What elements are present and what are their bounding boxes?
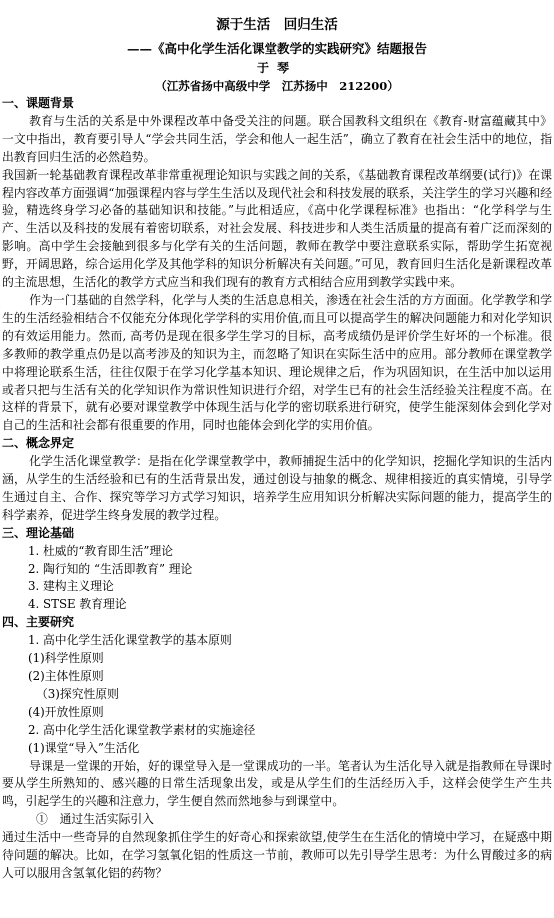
document-subtitle: ——《高中化学生活化课堂教学的实践研究》结题报告 xyxy=(126,41,427,56)
section-heading-theory: 三、理论基础 xyxy=(2,525,75,540)
list-item: (1)科学性原则 xyxy=(28,651,104,666)
list-item: (4)开放性原则 xyxy=(28,704,104,719)
list-item: （3)探究性原则 xyxy=(36,686,119,701)
section-heading-research: 四、主要研究 xyxy=(2,615,75,630)
author-name: 于琴 xyxy=(256,61,297,75)
paragraph: 通过生活中一些奇异的自然现象抓住学生的好奇心和探索欲望,使学生在生活化的情境中学习，在疑惑中期待问题的解决。比如，在学习氢氧化铝的性质这一节前，教师可以先引导学生思考：为什么胃酸过多的病人可以服用含氢氧化铝的药物？ xyxy=(2,830,552,880)
list-item: (1)课堂“导入”生活化 xyxy=(28,740,140,755)
paragraph: 作为一门基础的自然学科，化学与人类的生活息息相关，渗透在社会生活的方方面面。化学教学和学生的生活经验相结合不仅能充分体现化学学科的实用价值,而且可以提高学生的解决问题能力和对化学知识的有效运用能力。然而, 高考仍是现在很多学生学习的目标，高考成绩仍是评价学生好坏的一个标准。很多教师的教学重点仍是以高考涉及的知识为主，而忽略了知识在实际生活中的应用。部分教师在课堂教学中将理论联系生活，往往仅限于在学习化学基本知识、理论规律之后，作为巩固知识，在生活中加以运用或者只把与生活有关的化学知识作为常识性知识进行介绍，对学生已有的社会生活经验关注程度不高。在这样的背景下，就有必要对课堂教学中体现生活与化学的密切联系进行研究，使学生能深刻体会到化学对自己的生活和社会都有很重要的作用，同时也能体会到化学的实用价值。 xyxy=(2,292,552,433)
list-item: 1. 杜威的“教育即生活”理论 xyxy=(28,543,174,558)
document-title: 源于生活 回归生活 xyxy=(216,17,338,33)
list-item: 2. 陶行知的 “生活即教育” 理论 xyxy=(28,561,193,576)
author-affiliation: （江苏省扬中高级中学 江苏扬中 212200） xyxy=(155,79,399,93)
paragraph: 导课是一堂课的开始，好的课堂导入是一堂课成功的一半。笔者认为生活化导入就是指教师在导课时要从学生所熟知的、感兴趣的日常生活现象出发，或是从学生们的生活经历入手，这样会使学生产生共鸣，引起学生的兴趣和注意力，学生便自然而然地参与到课堂中。 xyxy=(2,758,552,809)
subheading: 1. 高中化学生活化课堂教学的基本原则 xyxy=(28,633,232,648)
subheading: 2. 高中化学生活化课堂教学素材的实施途径 xyxy=(28,722,256,737)
paragraph: 我国新一轮基础教育课程改革非常重视理论知识与实践之间的关系，《基础教育课程改革纲要(试行)》在课程内容改革方面强调“加强课程内容与学生生活以及现代社会和科技发展的联系，关注学生的学习兴趣和经验，精选终身学习必备的基础知识和技能。”与此相适应，《高中化学课程标准》也指出：“化学科学与生产、生活以及科技的发展有着密切联系，对社会发展、科技进步和人类生活质量的提高有着广泛而深刻的影响。高中学生会接触到很多与化学有关的生活问题，教师在教学中要注意联系实际，帮助学生拓宽视野，开阔思路，综合运用化学及其他学科的知识分析解决有关问题。”可见，教育回归生活化是新课程改革的主流思想，生活化的教学方式应当和我们现有的教育方式相结合应用到教学实践中来。 xyxy=(2,167,552,290)
section-heading-background: 一、课题背景 xyxy=(2,96,75,110)
section-heading-definition: 二、概念界定 xyxy=(2,436,75,451)
list-item: 3. 建构主义理论 xyxy=(28,579,114,594)
list-item: (2)主体性原则 xyxy=(28,669,104,683)
paragraph: 教育与生活的关系是中外课程改革中备受关注的问题。联合国教科文组织在《教育-财富蕴藏其中》一文中指出，教育要引导人“学会共同生活，学会和他人一起生活”，确立了教育在社会生活中的地位，指出教育回归生活的必然趋势。 xyxy=(2,113,552,164)
paragraph: 化学生活化课堂教学：是指在化学课堂教学中，教师捕捉生活中的化学知识，挖掘化学知识的生活内涵，从学生的生活经验和已有的生活背景出发，通过创设与抽象的概念、规律相接近的真实情境，引导学生通过自主、合作、探究等学习方式学习知识，培养学生应用知识分析解决实际问题的能力，提高学生的科学素养，促进学生终身发展的教学过程。 xyxy=(2,454,552,522)
document-body xyxy=(2,95,552,883)
list-item: 4. STSE 教育理论 xyxy=(28,597,127,612)
list-item: ① 通过生活实际引入 xyxy=(36,812,154,827)
